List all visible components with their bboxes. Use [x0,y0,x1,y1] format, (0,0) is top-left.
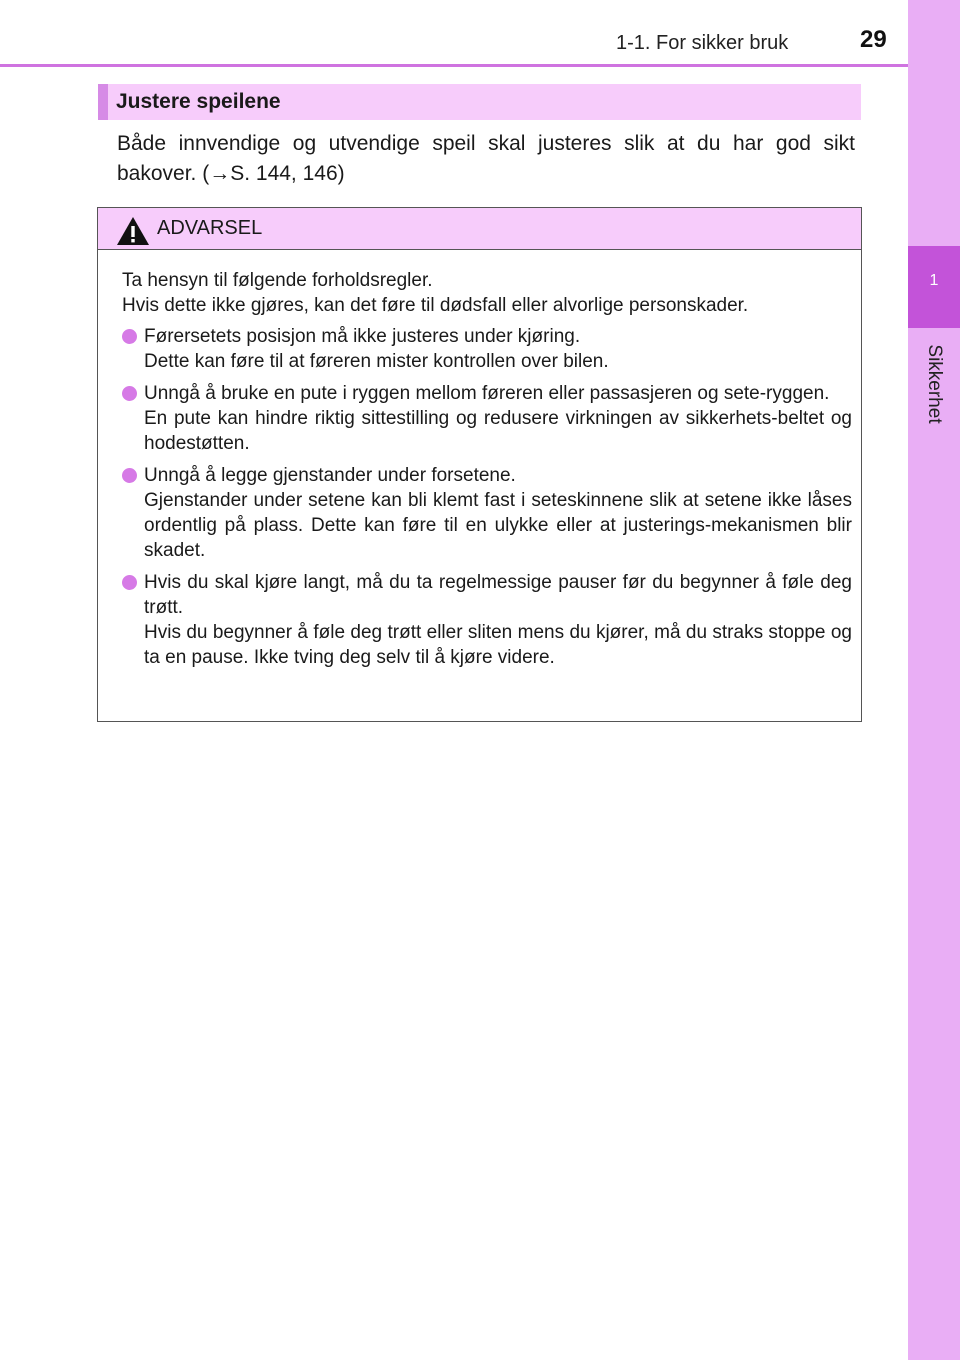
list-item-lead: Førersetets posisjon må ikke justeres under kjøring. [144,326,581,347]
list-item-detail: En pute kan hindre riktig sittestilling og redusere virkningen av sikkerhets-beltet og hodestøtten. [144,408,852,454]
list-item [122,463,852,563]
warning-intro-line: Ta hensyn til følgende forholdsregler. [122,270,433,291]
header-title: 1-1. For sikker bruk [616,32,789,54]
bullet-icon [122,386,137,401]
list-item-detail: Gjenstander under setene kan bli klemt fast i seteskinnene slik at setene ikke låses ordentlig på plass. Dette kan føre til en ulykke eller at justerings-mekanismen blir skadet. [144,490,852,561]
warning-list [122,324,852,670]
chapter-number: 1 [929,272,939,289]
warning-box [97,207,862,722]
header-divider [0,64,908,67]
list-item [122,570,852,670]
intro-paragraph: Både innvendige og utvendige speil skal justeres slik at du har god sikt bakover. (→S. 144, 146) [117,132,855,185]
list-item [122,381,852,456]
list-item-lead: Unngå å bruke en pute i ryggen mellom føreren eller passasjeren og sete-ryggen. [144,383,830,404]
warning-header [98,208,861,250]
warning-triangle-icon [116,216,150,246]
warning-intro-line: Hvis dette ikke gjøres, kan det føre til dødsfall eller alvorlige personskader. [122,295,749,316]
bullet-icon [122,575,137,590]
bullet-icon [122,468,137,483]
bullet-icon [122,329,137,344]
section-heading [98,84,861,120]
chapter-sidebar [908,0,960,1360]
list-item-detail: Dette kan føre til at føreren mister kontrollen over bilen. [144,351,609,372]
list-item [122,324,852,374]
warning-body [122,268,852,677]
list-item-lead: Hvis du skal kjøre langt, må du ta regelmessige pauser før du begynner å føle deg trøtt. [144,572,852,618]
chapter-label: Sikkerhet [924,344,945,424]
chapter-tab[interactable] [908,246,960,328]
warning-title: ADVARSEL [157,217,263,239]
section-heading-text: Justere speilene [116,90,281,113]
list-item-lead: Unngå å legge gjenstander under forsetene. [144,465,516,486]
list-item-detail: Hvis du begynner å føle deg trøtt eller sliten mens du kjører, må du straks stoppe og ta en pause. Ikke tving deg selv til å kjøre videre. [144,622,852,668]
page-number: 29 [860,26,887,53]
